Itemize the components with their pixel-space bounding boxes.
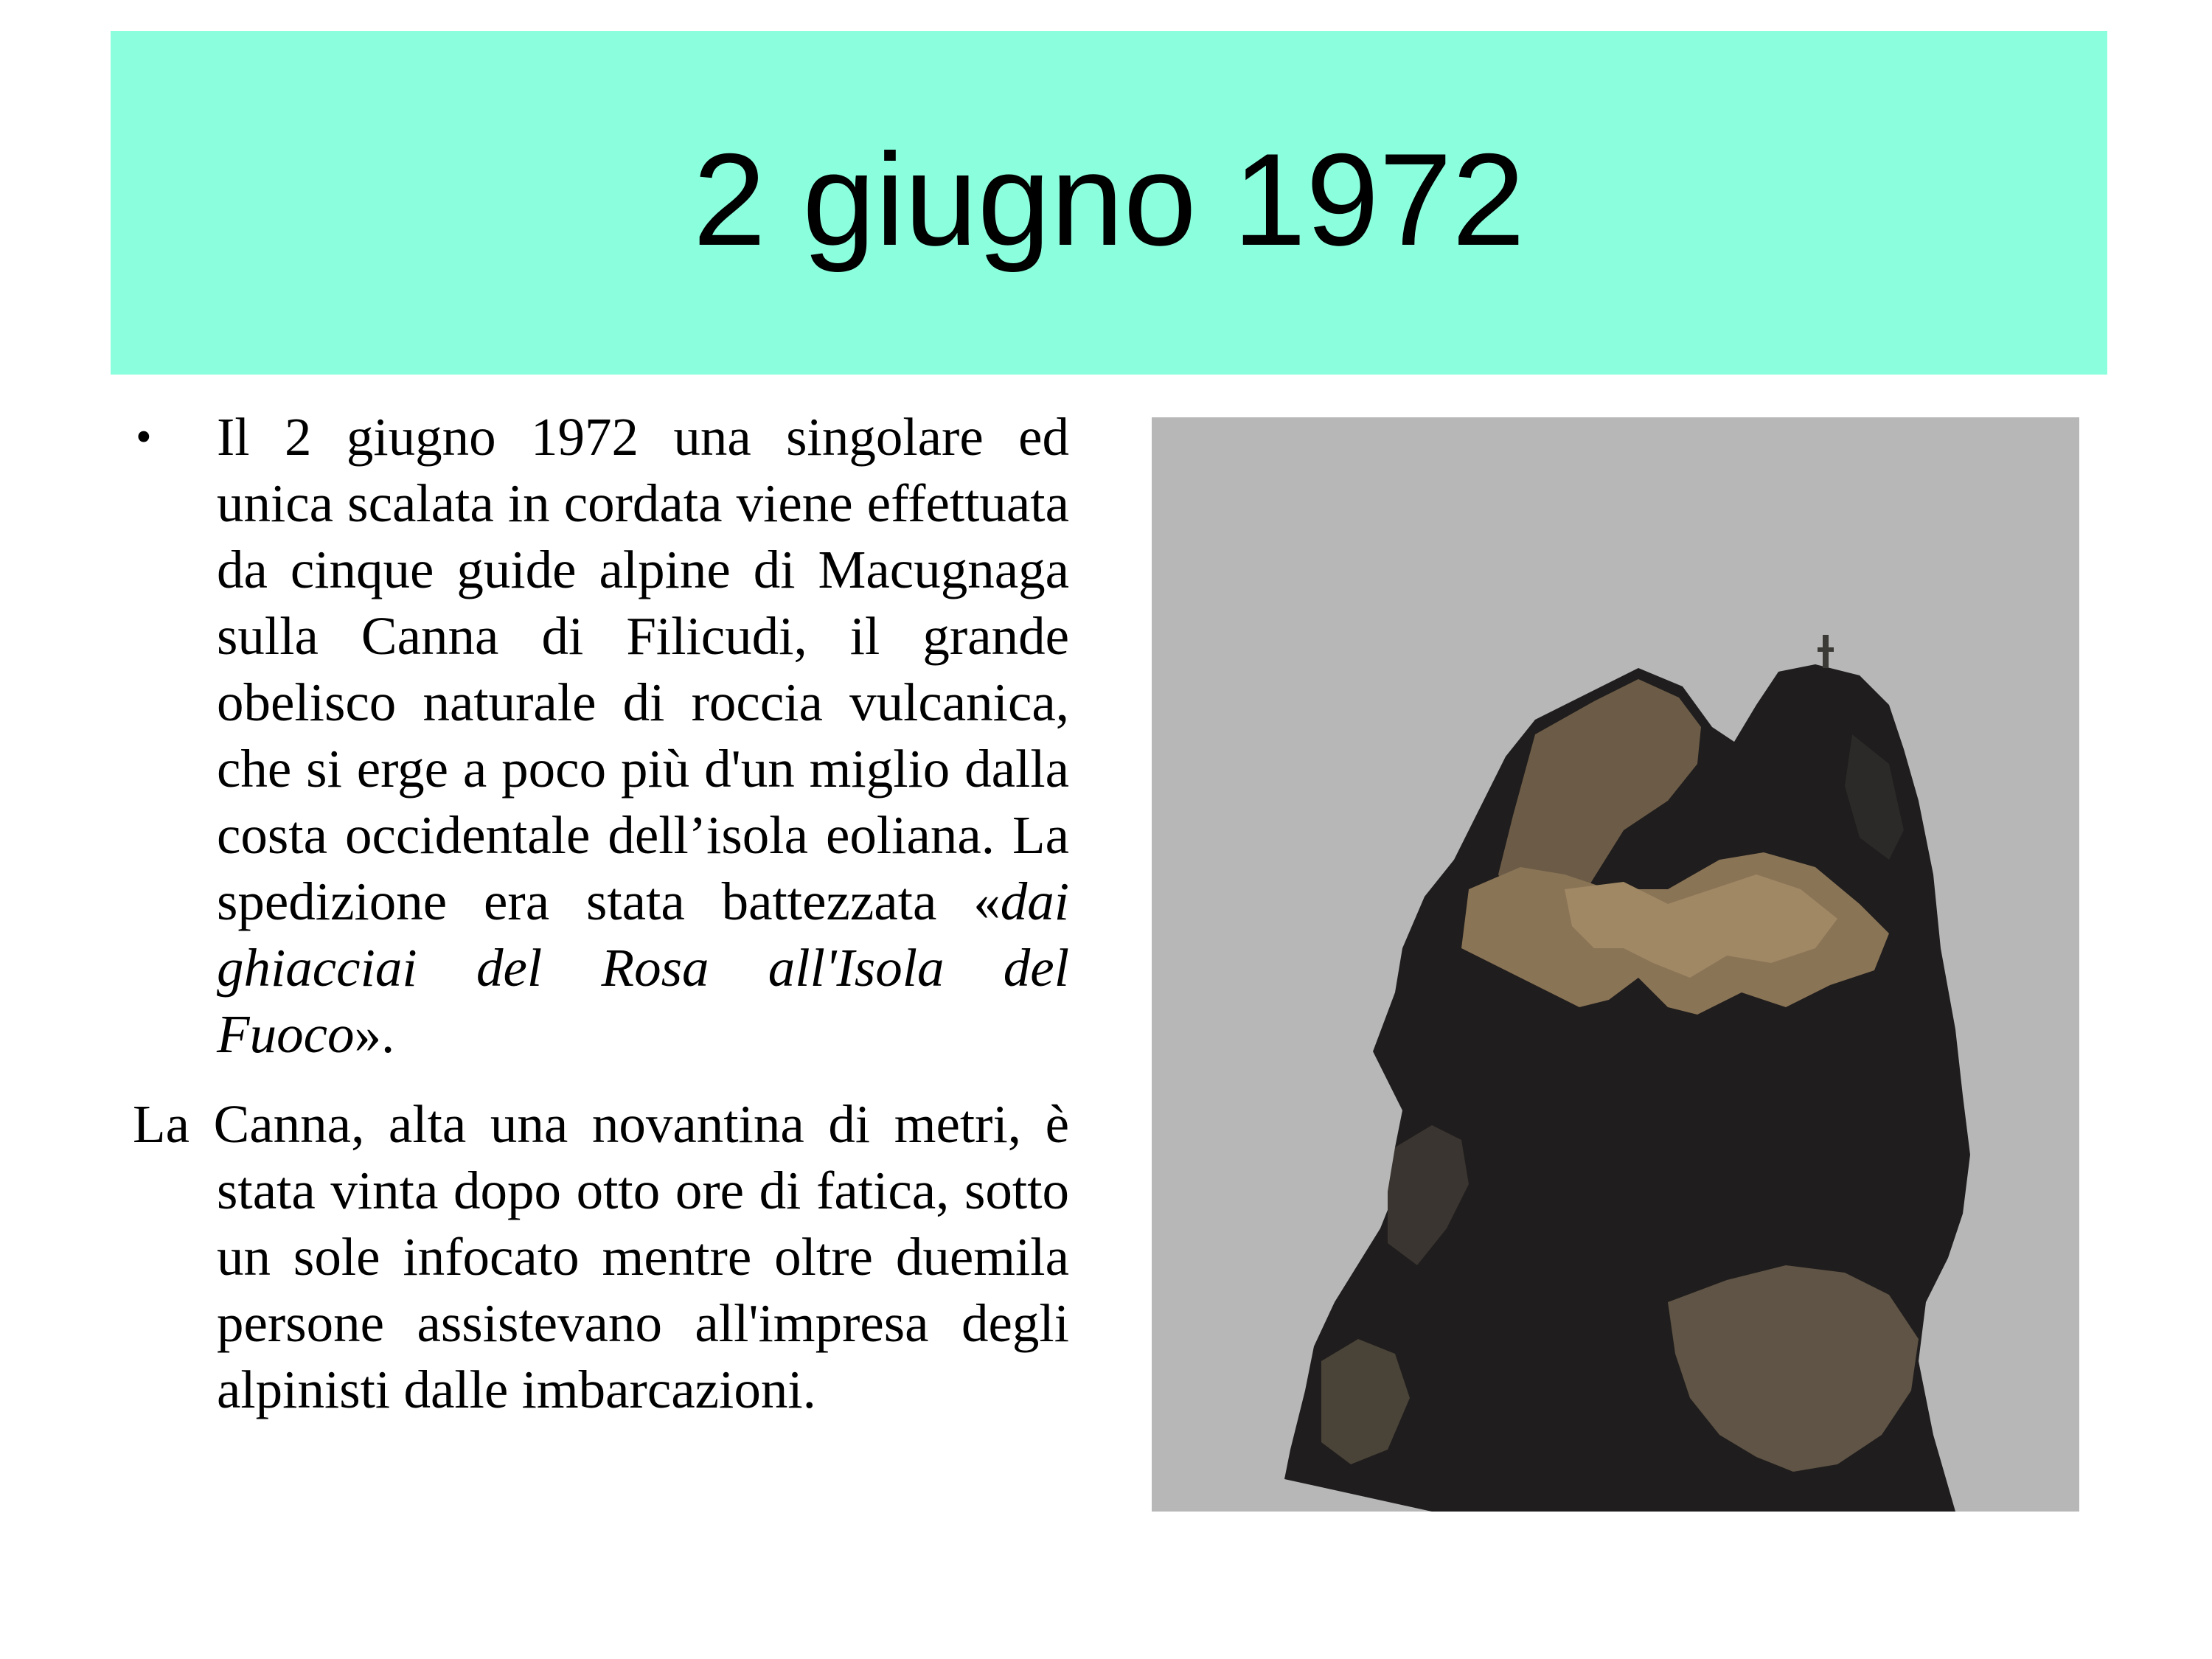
paragraph1-end: ». [354, 1004, 395, 1064]
expedition-name: dai ghiacciai del Rosa all'Isola del Fuoco [217, 872, 1069, 1064]
second-paragraph: La Canna, alta una novantina di metri, è stata vinta dopo otto ore di fatica, sotto un sole infocato mentre oltre duemila persone assistevano all'impresa degli alpinisti dalle imbarcazioni. [133, 1094, 1069, 1419]
paragraph1-text: Il 2 giugno 1972 una singolare ed unica scalata in cordata viene effettuata da cinque guide alpine di Macugnaga sulla Canna di Filicudi, il grande obelisco naturale di roccia vulcanica, che si erge a poco più d'un miglio dalla costa occidentale dell’isola eoliana. La spedizione era stata battezzata « [217, 407, 1069, 931]
bullet-icon: • [136, 412, 152, 462]
rock-pinnacle-photo [1152, 417, 2079, 1512]
title-band [111, 31, 2107, 375]
slide-title: 2 giugno 1972 [692, 126, 1526, 273]
bullet-paragraph [133, 404, 1069, 1068]
body-text [133, 404, 1069, 1423]
